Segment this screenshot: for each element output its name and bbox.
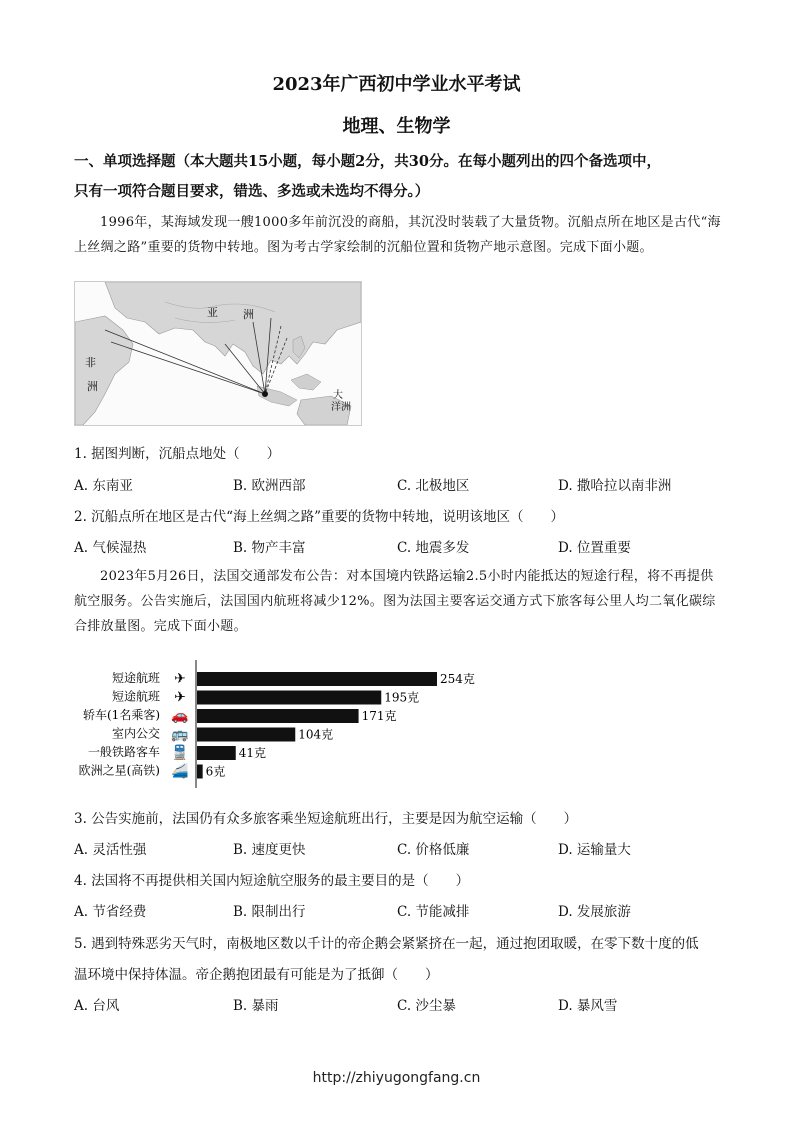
map-label-oceania-2: 洋洲 [331,402,351,413]
chart-value-label: 195克 [384,690,420,705]
question-2-stem: 2. 沉船点所在地区是古代“海上丝绸之路”重要的货物中转地，说明该地区（ ） [74,509,564,525]
chart-category-label: 欧洲之星(高铁) [78,763,160,778]
map-graphic [75,282,361,425]
high-speed-train-icon: 🚄 [171,763,189,780]
passage-1: 1996年，某海域发现一艘1000多年前沉没的商船，其沉没时装载了大量货物。沉船点所在地区是古代“海上丝绸之路”重要的货物中转地。图为考古学家绘制的沉船位置和货物产地示意图。完成下面小题。 [74,215,721,255]
chart-bar [197,691,381,705]
section-heading [74,150,724,203]
q2-option-d[interactable]: D. 位置重要 [558,540,631,556]
map-label-asia-2: 洲 [243,308,254,321]
q1-option-c[interactable]: C. 北极地区 [397,478,470,494]
section-heading-line-2: 只有一项符合题目要求，错选、多选或未选均不得分。） [74,183,430,200]
chart-value-label: 104克 [298,727,334,742]
q1-option-d[interactable]: D. 撒哈拉以南非洲 [558,478,672,494]
q1-option-a[interactable]: A. 东南亚 [74,478,133,494]
question-5-stem-line-1: 5. 遇到特殊恶劣天气时，南极地区数以千计的帝企鹅会紧紧挤在一起，通过抱团取暖，在零下数十度的低 [74,936,699,952]
q4-option-c[interactable]: C. 节能减排 [397,904,470,920]
exam-subtitle: 地理、生物学 [342,116,451,137]
car-icon: 🚗 [171,708,189,724]
shipwreck-map [74,281,362,426]
q4-option-b[interactable]: B. 限制出行 [233,904,306,920]
chart-value-label: 6克 [205,764,226,779]
chart-category-label: 短途航班 [111,689,160,704]
q3-option-a[interactable]: A. 灵活性强 [74,842,147,858]
map-label-africa-1: 非 [85,356,96,369]
q3-option-b[interactable]: B. 速度更快 [233,842,306,858]
bus-icon: 🚌 [171,726,189,743]
q2-option-a[interactable]: A. 气候湿热 [74,540,147,556]
question-1-stem: 1. 据图判断，沉船点地处（ ） [74,446,281,462]
airplane-icon: ✈ [174,689,186,706]
q5-option-c[interactable]: C. 沙尘暴 [397,998,456,1014]
q5-option-a[interactable]: A. 台风 [74,998,120,1014]
q5-option-b[interactable]: B. 暴雨 [233,998,279,1014]
airplane-icon: ✈ [174,671,186,687]
chart-bar [197,709,359,723]
emission-chart [74,660,494,794]
chart-bar [197,765,203,779]
question-3-stem: 3. 公告实施前，法国仍有众多旅客乘坐短途航班出行，主要是因为航空运输（ ） [74,811,578,827]
q2-option-c[interactable]: C. 地震多发 [397,540,470,556]
map-label-asia-1: 亚 [207,306,218,319]
section-heading-line-1: 一、单项选择题（本大题共15小题，每小题2分，共30分。在每小题列出的四个备选项中， [74,153,661,170]
q4-option-a[interactable]: A. 节省经费 [74,904,147,920]
q4-option-d[interactable]: D. 发展旅游 [558,904,631,920]
chart-value-label: 41克 [238,746,267,760]
train-icon: 🚆 [171,745,189,761]
chart-bar [197,746,236,760]
chart-category-label: 室内公交 [111,726,160,741]
q5-option-d[interactable]: D. 暴风雪 [558,998,618,1014]
q3-option-c[interactable]: C. 价格低廉 [397,842,470,858]
chart-category-label: 轿车(1名乘客) [83,708,160,722]
chart-value-label: 254克 [440,672,475,686]
question-5-stem-line-2: 温环境中保持体温。帝企鹅抱团最有可能是为了抵御（ ） [74,967,439,983]
chart-bar [197,728,295,742]
chart-category-label: 一般铁路客车 [87,745,160,759]
map-label-africa-2: 洲 [87,380,98,393]
chart-bar [197,672,437,686]
q1-option-b[interactable]: B. 欧洲西部 [233,478,306,494]
map-label-oceania-1: 大 [333,390,343,401]
chart-value-label: 171克 [361,709,397,723]
passage-2: 2023年5月26日，法国交通部发布公告：对本国境内铁路运输2.5小时内能抵达的短途行程，将不再提供航空服务。公告实施后，法国国内航班将减少12%。图为法国主要客运交通方式下旅客每公里人均二氧化碳综合排放量图。完成下面小题。 [74,569,716,634]
question-4-stem: 4. 法国将不再提供相关国内短途航空服务的最主要目的是（ ） [74,873,470,889]
q2-option-b[interactable]: B. 物产丰富 [233,540,306,556]
emission-bar-chart [74,660,494,794]
chart-category-label: 短途航班 [111,671,160,685]
q3-option-d[interactable]: D. 运输量大 [558,842,631,858]
exam-title: 2023年广西初中学业水平考试 [272,74,521,95]
footer-url[interactable]: http://zhiyugongfang.cn [312,1070,481,1086]
